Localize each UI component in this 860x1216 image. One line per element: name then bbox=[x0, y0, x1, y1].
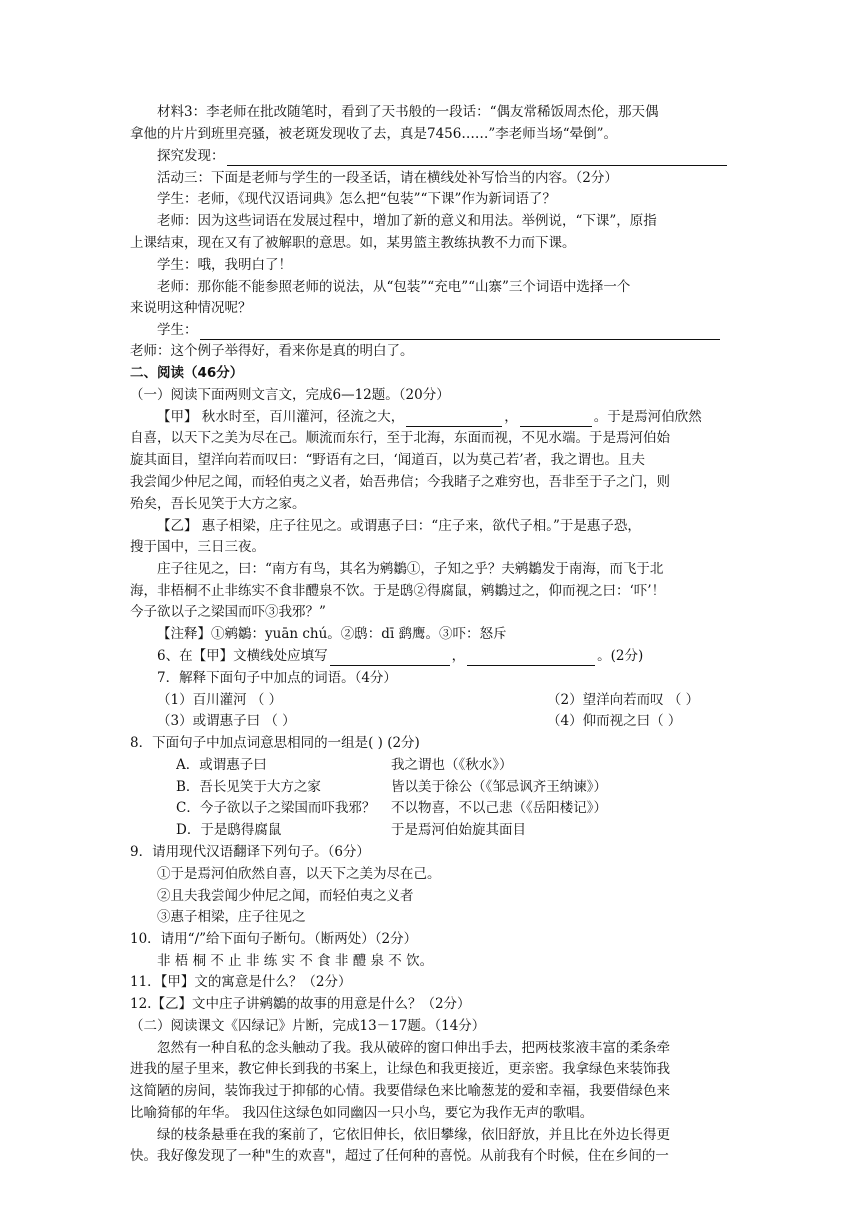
option-line bbox=[176, 755, 730, 775]
text-line: 搜于国中，三日三夜。 bbox=[130, 539, 265, 555]
sub-question: （1）百川灌河 （ ） bbox=[157, 692, 283, 708]
text-line: 活动三：下面是老师与学生的一段圣话，请在横线处补写恰当的内容。（2分） bbox=[157, 170, 618, 186]
section-heading: 二、阅读（46分） bbox=[130, 365, 244, 381]
option-a: A．或谓惠子曰 bbox=[176, 757, 267, 773]
question-text: 6、在【甲】文横线处应填写 bbox=[157, 648, 328, 664]
sub-question: ②且夫我尝闻少仲尼之闻，而轻伯夷之义者 bbox=[157, 888, 414, 904]
label: 探究发现： bbox=[157, 148, 225, 164]
passage-text: 。于是焉河伯欣然 bbox=[593, 409, 702, 425]
question-line: 8．下面句子中加点词意思相同的一组是( ) (2分) bbox=[130, 735, 420, 751]
answer-blank[interactable] bbox=[330, 650, 450, 666]
sub-question: （3）或谓惠子曰 （ ） bbox=[157, 713, 296, 729]
answer-blank[interactable] bbox=[520, 411, 592, 427]
question-line: 9．请用现代汉语翻译下列句子。（6分） bbox=[130, 844, 370, 860]
option-d: D．于是鸱得腐鼠 bbox=[176, 822, 282, 838]
text-line: 今子欲以子之梁国而吓③我邪？” bbox=[130, 604, 326, 620]
text-line: 旋其面目，望洋向若而叹曰：“野语有之曰，‘闻道百，以为莫己若’者，我之谓也。且夫 bbox=[130, 452, 645, 468]
question-line: 12.【乙】文中庄子讲鹓鶵的故事的用意是什么？（2分） bbox=[130, 996, 471, 1012]
answer-blank[interactable] bbox=[200, 324, 720, 340]
text-line: 老师：因为这些词语在发展过程中，增加了新的意义和用法。举例说，“下课”，原指 bbox=[157, 213, 657, 229]
text-line bbox=[157, 320, 730, 340]
sub-question: ③惠子相梁，庄子往见之 bbox=[157, 909, 306, 925]
option-b: B．吾长见笑于大方之家 bbox=[176, 779, 321, 795]
option-d-compare: 于是焉河伯始旋其面目 bbox=[391, 822, 526, 838]
annotation-line: 【注释】①鹓鶵：yuān chú。②鸱：dī 鹞鹰。③吓：怒斥 bbox=[157, 626, 507, 642]
text-line: （二）阅读课文《囚绿记》片断，完成13－17题。（14分） bbox=[130, 1018, 486, 1034]
passage-text: 【甲】 秋水时至，百川灌河，径流之大， bbox=[157, 409, 405, 425]
answer-blank[interactable] bbox=[227, 150, 727, 166]
option-b-compare: 皆以美于徐公（《邹忌讽齐王纳谏》） bbox=[391, 779, 607, 795]
text-line: 忽然有一种自私的念头触动了我。我从破碎的窗口伸出手去，把两枝浆液丰富的柔条牵 bbox=[157, 1040, 670, 1056]
text-line: 快。我好像发现了一种"生的欢喜"，超过了任何种的喜悦。从前我有个时候，住在乡间的一 bbox=[130, 1148, 669, 1164]
text-line: 海，非梧桐不止非练实不食非醴泉不饮。于是鸱②得腐鼠，鹓鶵过之，仰而视之曰：‘吓’！ bbox=[130, 583, 666, 599]
text-line: 比喻猗郁的年华。 我囚住这绿色如同幽囚一只小鸟，要它为我作无声的歌唱。 bbox=[130, 1105, 594, 1121]
text-line: 上课结束，现在又有了被解职的意思。如，某男篮主教练执教不力而下课。 bbox=[130, 235, 576, 251]
sub-question: （2）望洋向若而叹 （ ） bbox=[547, 692, 700, 708]
text-line: （一）阅读下面两则文言文，完成6—12题。（20分） bbox=[130, 387, 450, 403]
text-line bbox=[157, 407, 730, 427]
sub-question: （4）仰而视之曰（ ） bbox=[547, 713, 682, 729]
text-line: 来说明这种情况呢？ bbox=[130, 300, 252, 316]
text-line: 【乙】 惠子相梁，庄子往见之。或谓惠子曰：“庄子来，欲代子相。”于是惠子恐， bbox=[157, 518, 641, 534]
label: 学生： bbox=[157, 322, 198, 338]
text-line: 绿的枝条悬垂在我的案前了，它依旧伸长，依旧攀缘，依旧舒放，并且比在外边长得更 bbox=[157, 1127, 670, 1143]
question-line: 10．请用“/”给下面句子断句。（断两处）（2分） bbox=[130, 931, 418, 947]
sub-question: ①于是焉河伯欣然自喜，以天下之美为尽在己。 bbox=[157, 866, 441, 882]
text-line: 老师：那你能不能参照老师的说法，从“包装”“充电”“山寨”三个词语中选择一个 bbox=[157, 279, 631, 295]
question-line bbox=[157, 711, 730, 731]
question-line bbox=[157, 646, 730, 666]
text-line: 庄子往见之，曰：“南方有鸟，其名为鹓鶵①，子知之乎？夫鹓鶵发于南海，而飞于北 bbox=[157, 561, 664, 577]
question-line: 11．【甲】文的寓意是什么？（2分） bbox=[130, 974, 352, 990]
text-line bbox=[157, 146, 730, 166]
option-line bbox=[176, 798, 730, 818]
text-line: 进我的屋子里来，教它伸长到我的书案上，让绿色和我更接近，更亲密。我拿绿色来装饰我 bbox=[130, 1061, 670, 1077]
question-line: 7．解释下面句子中加点的词语。（4分） bbox=[157, 670, 397, 686]
text-line: 学生：老师，《现代汉语词典》怎么把“包装”“下课”作为新词语了？ bbox=[157, 191, 556, 207]
option-c: C．今子欲以子之梁国而吓我邪？ bbox=[176, 800, 376, 816]
question-text: 。(2分) bbox=[597, 648, 644, 664]
option-line bbox=[176, 777, 730, 797]
question-line bbox=[157, 690, 730, 710]
punctuation: ， bbox=[451, 648, 466, 664]
option-a-compare: 我之谓也（《秋水》） bbox=[391, 757, 513, 773]
text-line: 自喜，以天下之美为尽在己。顺流而东行，至于北海，东面而视，不见水端。于是焉河伯始 bbox=[130, 430, 670, 446]
text-line: 这简陋的房间，装饰我过于抑郁的心情。我要借绿色来比喻葱茏的爱和幸福，我要借绿色来 bbox=[130, 1083, 670, 1099]
answer-blank[interactable] bbox=[467, 650, 595, 666]
text-line: 我尝闻少仲尼之闻，而轻伯夷之义者，始吾弗信；今我睹子之难穷也，吾非至于子之门，则 bbox=[130, 474, 670, 490]
text-line: 学生：哦，我明白了！ bbox=[157, 257, 292, 273]
answer-blank[interactable] bbox=[406, 411, 502, 427]
punctuation: ， bbox=[504, 409, 518, 425]
text-line: 材料3：李老师在批改随笔时，看到了天书般的一段话：“偶友常稀饭周杰伦，那天偶 bbox=[157, 104, 659, 120]
option-line bbox=[176, 820, 730, 840]
option-c-compare: 不以物喜，不以己悲（《岳阳楼记》） bbox=[391, 800, 607, 816]
text-line: 殆矣，吾长见笑于大方之家。 bbox=[130, 496, 306, 512]
text-line: 老师：这个例子举得好，看来你是真的明白了。 bbox=[130, 343, 414, 359]
sentence-to-punctuate: 非 梧 桐 不 止 非 练 实 不 食 非 醴 泉 不 饮。 bbox=[157, 953, 434, 969]
text-line: 拿他的片片到班里亮骚，被老斑发现收了去，真是7456……”李老师当场“晕倒”。 bbox=[130, 126, 618, 142]
